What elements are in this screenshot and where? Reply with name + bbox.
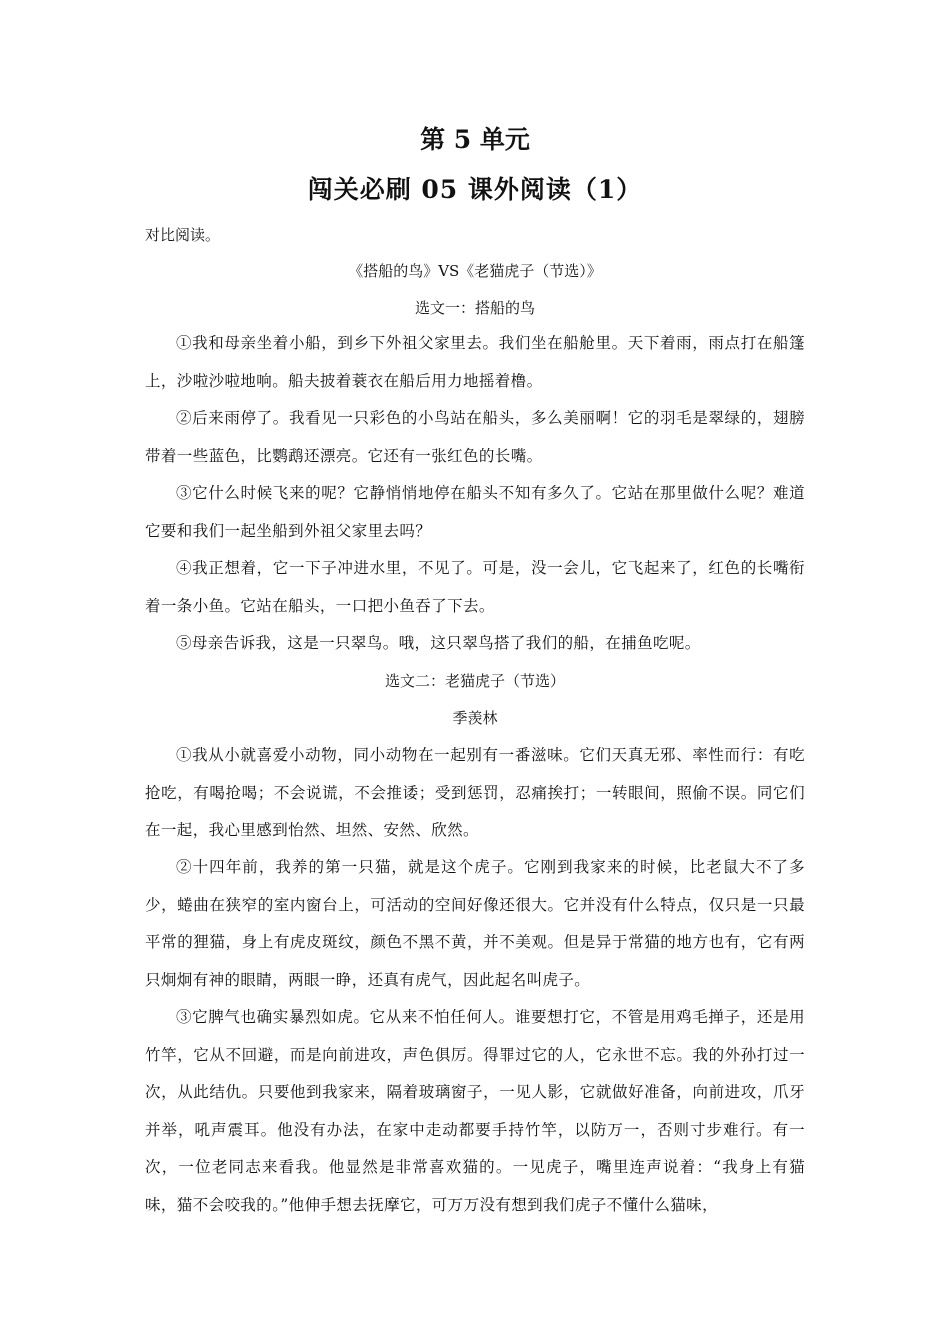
unit-title: 第 5 单元 <box>420 125 530 154</box>
passage1-paragraph-1: ①我和母亲坐着小船，到乡下外祖父家里去。我们坐在船舱里。天下着雨，雨点打在船篷上，沙啦沙啦地响。船夫披着蓑衣在船后用力地摇着橹。 <box>145 334 805 390</box>
passage2-heading: 选文二：老猫虎子（节选） <box>384 672 565 690</box>
comparison-title: 《搭船的鸟》VS《老猫虎子（节选）》 <box>348 262 602 280</box>
passage2-paragraph-2: ②十四年前，我养的第一只猫，就是这个虎子。它刚到我家来的时候，比老鼠大不了多少，蜷曲在狭窄的室内窗台上，可活动的空间好像还很大。它并没有什么特点，仅只是一只最平常的狸猫，身上有虎皮斑纹，颜色不黑不黄，并不美观。但是异于常猫的地方也有，它有两只炯炯有神的眼睛，两眼一睁，还真有虎气，因此起名叫虎子。 <box>145 858 805 989</box>
passage1-paragraph-5: ⑤母亲告诉我，这是一只翠鸟。哦，这只翠鸟搭了我们的船，在捕鱼吃呢。 <box>176 634 701 652</box>
passage1-paragraph-4: ④我正想着，它一下子冲进水里，不见了。可是，没一会儿，它飞起来了，红色的长嘴衔着一条小鱼。它站在船头，一口把小鱼吞了下去。 <box>145 559 805 615</box>
passage2-paragraph-3: ③它脾气也确实暴烈如虎。它从来不怕任何人。谁要想打它，不管是用鸡毛掸子，还是用竹竿，它从不回避，而是向前进攻，声色俱厉。得罪过它的人，它永世不忘。我的外孙打过一次，从此结仇。只要他到我家来，隔着玻璃窗子，一见人影，它就做好准备，向前进攻，爪牙并举，吼声震耳。他没有办法，在家中走动都要手持竹竿，以防万一，否则寸步难行。有一次，一位老同志来看我。他显然是非常喜欢猫的。一见虎子，嘴里连声说着：“我身上有猫味，猫不会咬我的。”他伸手想去抚摩它，可万万没有想到我们虎子不懂什么猫味， <box>145 1008 805 1214</box>
passage2-author: 季羡林 <box>452 709 498 727</box>
main-title: 闯关必刷 05 课外阅读（1） <box>307 175 643 204</box>
passage1-heading: 选文一：搭船的鸟 <box>414 299 535 317</box>
passage2-paragraph-1: ①我从小就喜爱小动物，同小动物在一起别有一番滋味。它们天真无邪、率性而行：有吃抢吃，有喝抢喝；不会说谎，不会推诿；受到惩罚，忍痛挨打；一转眼间，照偷不误。同它们在一起，我心里感到怡然、坦然、安然、欣然。 <box>145 746 805 839</box>
instruction-text: 对比阅读。 <box>145 226 221 244</box>
passage1-paragraph-2: ②后来雨停了。我看见一只彩色的小鸟站在船头，多么美丽啊！它的羽毛是翠绿的，翅膀带着一些蓝色，比鹦鹉还漂亮。它还有一张红色的长嘴。 <box>145 409 805 465</box>
passage1-paragraph-3: ③它什么时候飞来的呢？它静悄悄地停在船头不知有多久了。它站在那里做什么呢？难道它要和我们一起坐船到外祖父家里去吗？ <box>145 484 805 540</box>
